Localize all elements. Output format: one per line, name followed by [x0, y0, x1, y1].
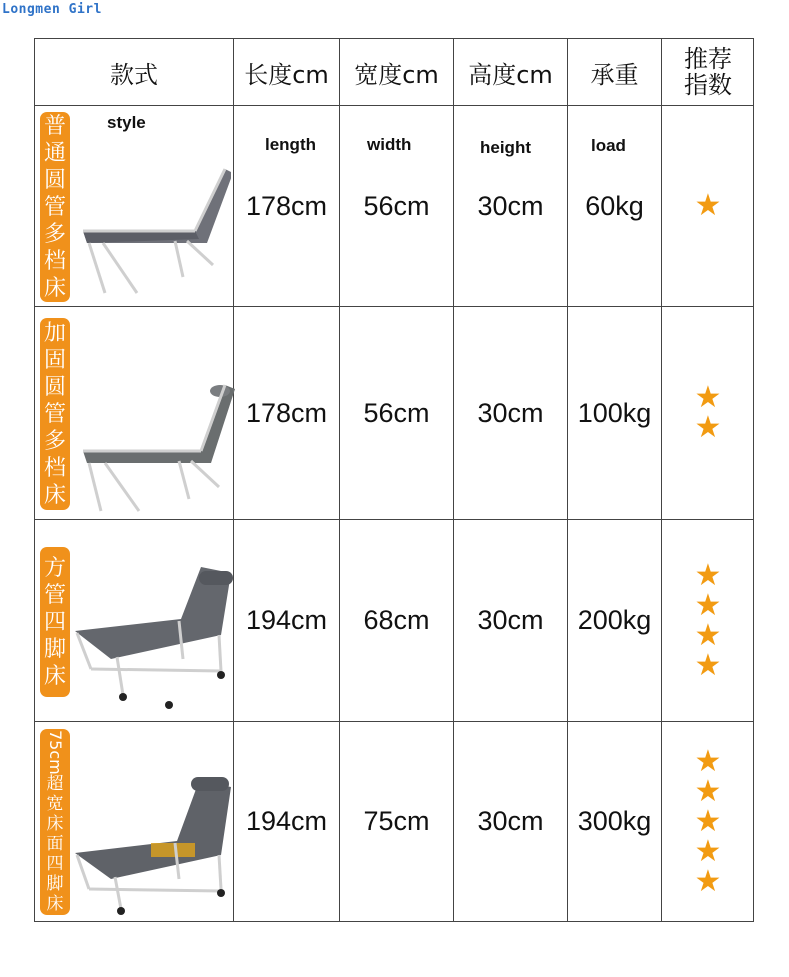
- header-recommend: [662, 39, 754, 105]
- width-value: 56cm: [363, 190, 430, 221]
- header-style: 款式: [110, 60, 158, 89]
- width-value: 75cm: [363, 806, 430, 836]
- sub-style: style: [107, 113, 146, 132]
- star-icon: ★: [694, 617, 722, 653]
- bed-image: [71, 771, 233, 917]
- header-recommend-line2: 指数: [684, 71, 732, 99]
- bed-image: [75, 159, 231, 299]
- width-value: 56cm: [363, 397, 430, 428]
- style-tag: 加 固 圆 管 多 档 床: [40, 318, 70, 510]
- watermark: Longmen Girl: [2, 2, 102, 17]
- star-icon: ★: [694, 803, 722, 839]
- style-tag: 普 通 圆 管 多 档 床: [40, 112, 70, 302]
- header-length: 长度cm: [244, 60, 329, 89]
- header-recommend-line1: 推荐: [684, 45, 732, 73]
- length-value: 178cm: [245, 190, 328, 221]
- rating: [662, 722, 754, 921]
- star-icon: ★: [694, 863, 722, 899]
- rating: [662, 307, 754, 519]
- load-value: 60kg: [585, 190, 644, 221]
- load-value: 300kg: [577, 806, 652, 836]
- star-icon: ★: [694, 557, 722, 593]
- star-icon: ★: [694, 410, 722, 445]
- header-height: 高度cm: [468, 60, 553, 89]
- star-icon: ★: [694, 773, 722, 809]
- length-value: 178cm: [245, 397, 328, 428]
- bed-image: [71, 559, 233, 709]
- bed-image: [75, 369, 235, 515]
- length-value: 194cm: [245, 605, 328, 635]
- style-tag: 75cm 超 宽 床 面 四 脚 床: [40, 729, 70, 915]
- load-value: 200kg: [577, 605, 652, 635]
- height-value: 30cm: [477, 605, 544, 635]
- load-value: 100kg: [577, 397, 652, 428]
- height-value: 30cm: [477, 397, 544, 428]
- header-width: 宽度cm: [354, 60, 439, 89]
- header-load: 承重: [590, 60, 639, 89]
- height-value: 30cm: [477, 190, 544, 221]
- star-icon: ★: [694, 188, 722, 223]
- sub-height: height: [480, 138, 531, 157]
- star-icon: ★: [694, 833, 722, 869]
- style-tag: 方 管 四 脚 床: [40, 547, 70, 697]
- width-value: 68cm: [363, 605, 430, 635]
- sub-load: load: [591, 136, 626, 155]
- star-icon: ★: [694, 380, 722, 415]
- height-value: 30cm: [477, 806, 544, 836]
- star-icon: ★: [694, 587, 722, 623]
- sub-length: length: [265, 135, 316, 154]
- rating: [662, 106, 754, 306]
- rating: [662, 520, 754, 721]
- length-value: 194cm: [245, 806, 328, 836]
- comparison-table: [34, 38, 754, 922]
- star-icon: ★: [694, 743, 722, 779]
- star-icon: ★: [694, 647, 722, 683]
- sub-width: width: [367, 135, 412, 154]
